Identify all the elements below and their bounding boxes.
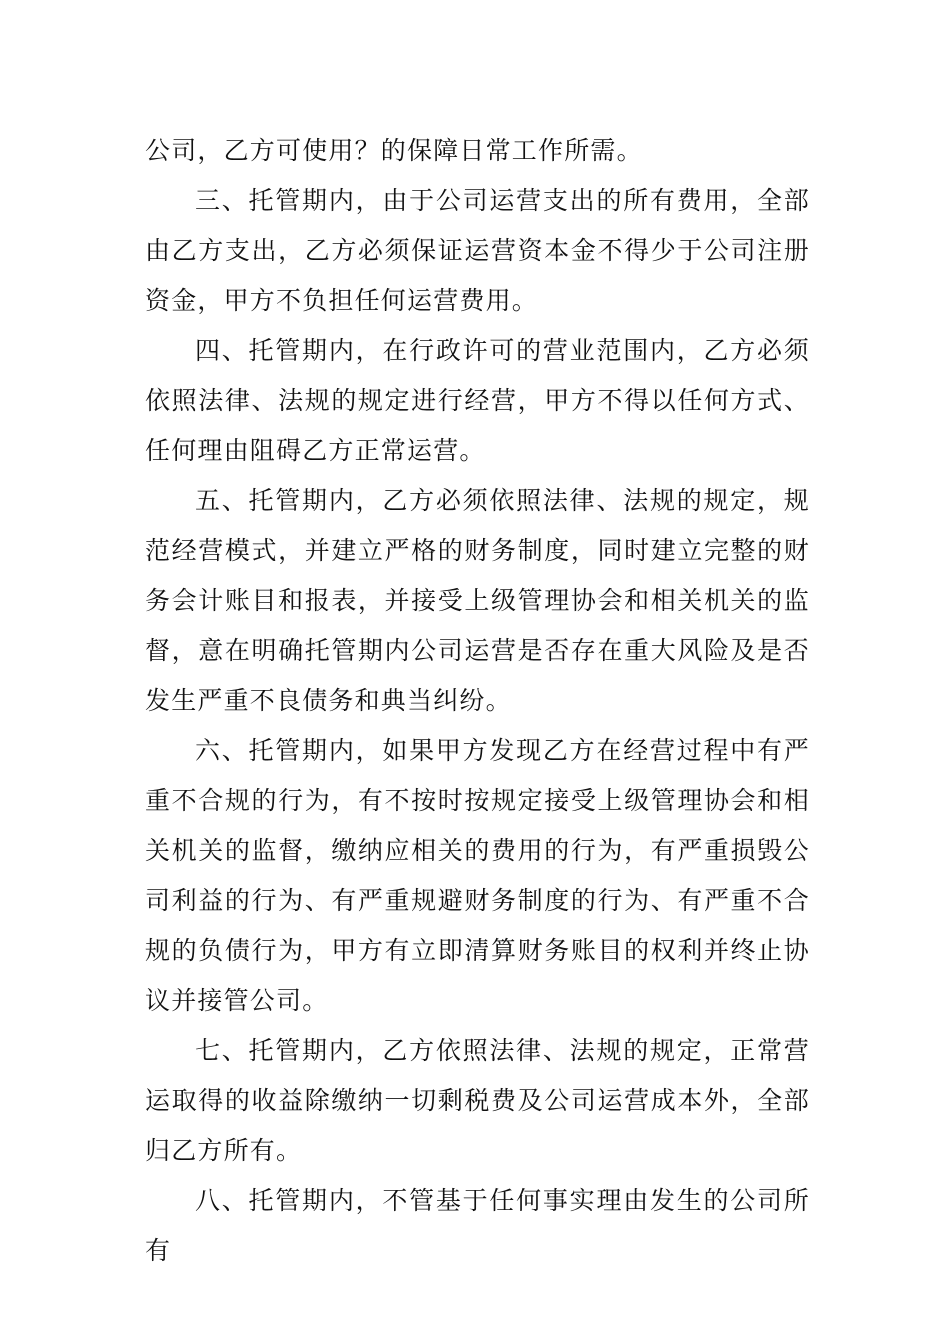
paragraph-clause-4: 四、托管期内，在行政许可的营业范围内，乙方必须依照法律、法规的规定进行经营，甲方不得以任何方式、任何理由阻碍乙方正常运营。 bbox=[145, 336, 810, 465]
paragraph-continuation: 公司，乙方可使用？的保障日常工作所需。 bbox=[145, 136, 643, 165]
paragraph-clause-3: 三、托管期内，由于公司运营支出的所有费用，全部由乙方支出，乙方必须保证运营资本金不得少于公司注册资金，甲方不负担任何运营费用。 bbox=[145, 186, 810, 315]
paragraph-clause-8: 八、托管期内，不管基于任何事实理由发生的公司所有 bbox=[145, 1186, 810, 1265]
paragraph-clause-7: 七、托管期内，乙方依照法律、法规的规定，正常营运取得的收益除缴纳一切剩税费及公司运营成本外，全部归乙方所有。 bbox=[145, 1036, 810, 1165]
document-body bbox=[145, 126, 810, 1276]
paragraph-clause-6: 六、托管期内，如果甲方发现乙方在经营过程中有严重不合规的行为，有不按时按规定接受上级管理协会和相关机关的监督，缴纳应相关的费用的行为，有严重损毁公司利益的行为、有严重规避财务制度的行为、有严重不合规的负债行为，甲方有立即清算财务账目的权利并终止协议并接管公司。 bbox=[145, 736, 810, 1015]
paragraph-clause-5: 五、托管期内，乙方必须依照法律、法规的规定，规范经营模式，并建立严格的财务制度，同时建立完整的财务会计账目和报表，并接受上级管理协会和相关机关的监督，意在明确托管期内公司运营是否存在重大风险及是否发生严重不良债务和典当纠纷。 bbox=[145, 486, 810, 715]
